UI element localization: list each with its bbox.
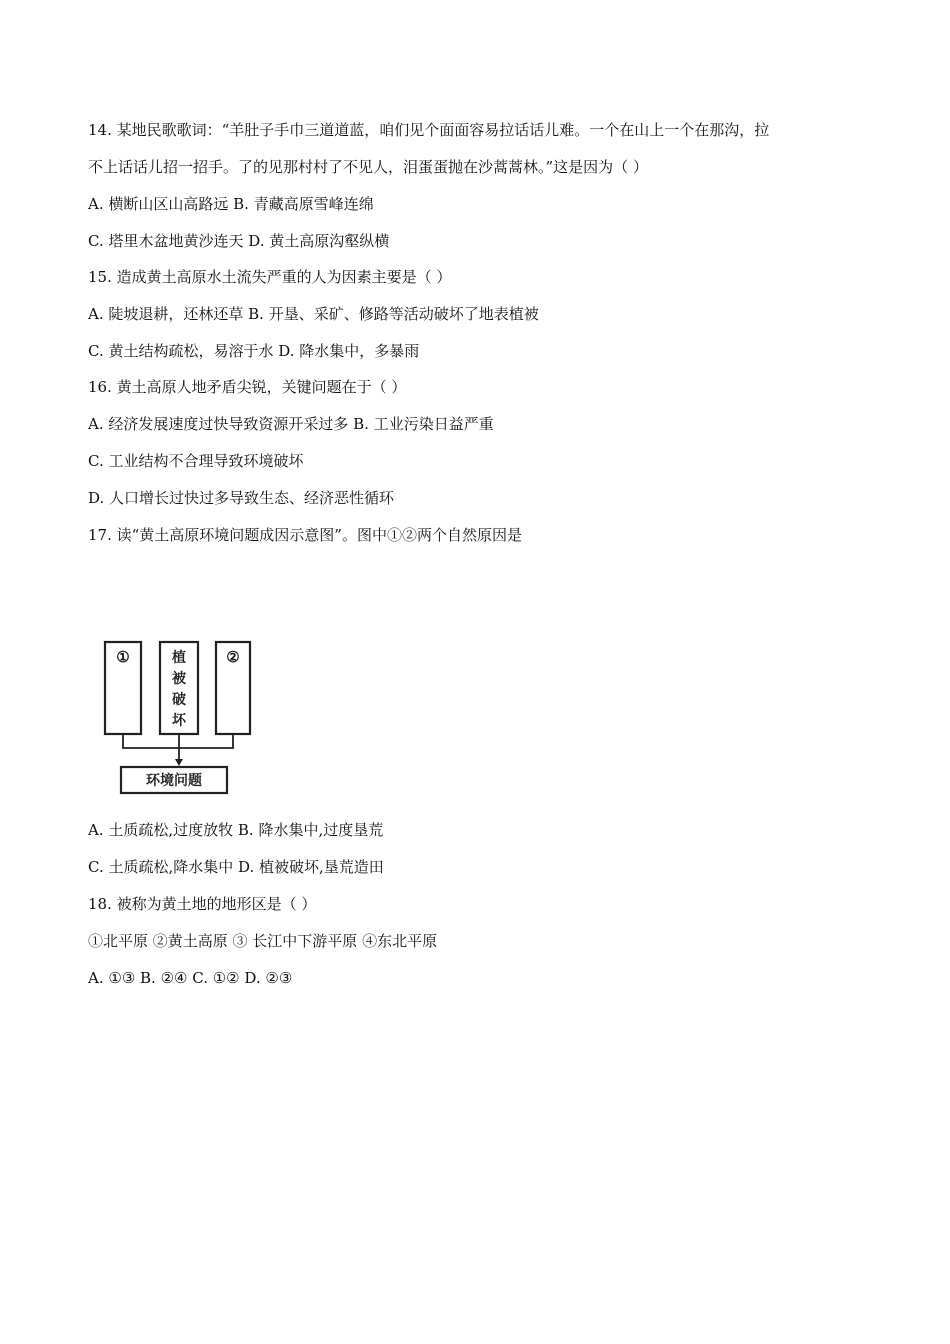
q15-options-cd: C. 黄土结构疏松，易溶于水 D. 降水集中，多暴雨 (88, 342, 420, 360)
diagram-label-middle-2: 被 (172, 671, 186, 687)
diagram-connector (123, 734, 233, 748)
q15-options-ab: A. 陡坡退耕，还林还草 B. 开垦、采矿、修路等活动破坏了地表植被 (88, 305, 539, 323)
q14-stem-line-1: 14. 某地民歌歌词：“羊肚子手巾三道道蓝，咱们见个面面容易拉话话儿难。一个在山上一个在那沟，拉 (88, 121, 770, 139)
cause-diagram-svg (100, 638, 260, 798)
diagram-label-bottom: 环境问题 (146, 773, 202, 789)
q15-stem: 15. 造成黄土高原水土流失严重的人为因素主要是（ ） (88, 268, 452, 286)
diagram-label-left: ① (116, 648, 130, 666)
diagram-arrow-head (175, 759, 183, 766)
q18-stem: 18. 被称为黄土地的地形区是（ ） (88, 895, 317, 913)
q14-stem-line-2: 不上话话儿招一招手。了的见那村村了不见人，泪蛋蛋抛在沙蒿蒿林。”这是因为（ ） (88, 158, 648, 176)
q16-option-d: D. 人口增长过快过多导致生态、经济恶性循环 (88, 489, 395, 507)
cause-diagram (100, 638, 260, 798)
q16-stem: 16. 黄土高原人地矛盾尖锐，关键问题在于（ ） (88, 378, 407, 396)
diagram-label-middle-4: 坏 (172, 713, 186, 729)
q17-stem: 17. 读“黄土高原环境问题成因示意图”。图中①②两个自然原因是 (88, 526, 522, 544)
q14-options-cd: C. 塔里木盆地黄沙连天 D. 黄土高原沟壑纵横 (88, 232, 390, 250)
q16-option-c: C. 工业结构不合理导致环境破坏 (88, 452, 304, 470)
q16-options-ab: A. 经济发展速度过快导致资源开采过多 B. 工业污染日益严重 (88, 415, 494, 433)
q18-items: ①北平原 ②黄土高原 ③ 长江中下游平原 ④东北平原 (88, 932, 438, 950)
q17-options-cd: C. 土质疏松,降水集中 D. 植被破坏,垦荒造田 (88, 858, 384, 876)
diagram-label-middle-3: 破 (172, 692, 186, 708)
diagram-label-right: ② (226, 648, 240, 666)
q18-options: A. ①③ B. ②④ C. ①② D. ②③ (88, 969, 293, 987)
q17-options-ab: A. 土质疏松,过度放牧 B. 降水集中,过度垦荒 (88, 821, 384, 839)
q14-options-ab: A. 横断山区山高路远 B. 青藏高原雪峰连绵 (88, 195, 374, 213)
diagram-label-middle-1: 植 (172, 650, 186, 666)
